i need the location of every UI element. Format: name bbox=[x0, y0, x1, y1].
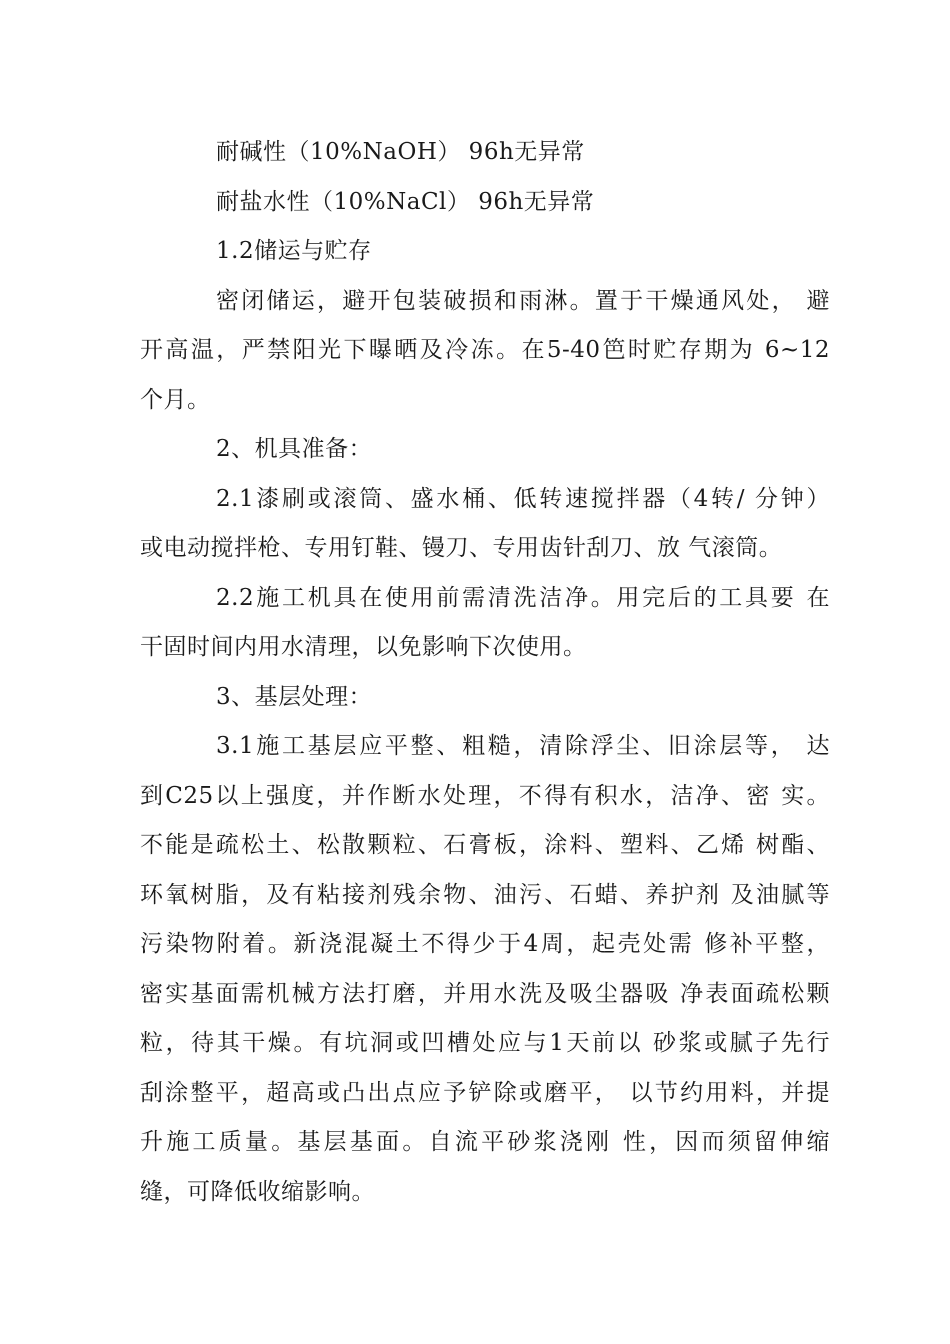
document-body bbox=[140, 128, 830, 1217]
spec-line-alkali-resistance: 耐碱性（10%NaOH） 96h无异常 bbox=[216, 139, 585, 165]
paragraph-line: 粒，待其干燥。有坑洞或凹槽处应与1天前以 砂浆或腻子先行 bbox=[140, 1030, 830, 1056]
paragraph-line: 升施工质量。基层基面。自流平砂浆浇刚 性，因而须留伸缩 bbox=[140, 1129, 830, 1155]
paragraph-line: 到C25以上强度，并作断水处理，不得有积水，洁净、密 实。 bbox=[140, 782, 830, 809]
paragraph-line: 个月。 bbox=[140, 386, 211, 413]
spec-line-salt-water-resistance: 耐盐水性（10%NaCl） 96h无异常 bbox=[216, 188, 595, 215]
section-heading-storage: 1.2储运与贮存 bbox=[216, 238, 372, 264]
section-heading-substrate: 3、基层处理： bbox=[216, 683, 373, 710]
section-heading-tools: 2、机具准备： bbox=[216, 436, 373, 462]
paragraph-line: 干固时间内用水清理，以免影响下次使用。 bbox=[140, 634, 587, 660]
paragraph-line: 开高温，严禁阳光下曝晒及冷冻。在5-40笆时贮存期为 6~12 bbox=[140, 337, 830, 363]
paragraph-line: 密实基面需机械方法打磨，并用水洗及吸尘器吸 净表面疏松颗 bbox=[140, 980, 830, 1007]
paragraph-line: 3.1施工基层应平整、粗糙，清除浮尘、旧涂层等， 达 bbox=[216, 733, 830, 759]
paragraph-line: 刮涂整平，超高或凸出点应予铲除或磨平， 以节约用料，并提 bbox=[140, 1079, 830, 1106]
paragraph-line: 污染物附着。新浇混凝土不得少于4周，起壳处需 修补平整， bbox=[140, 931, 830, 957]
paragraph-line: 2.1漆刷或滚筒、盛水桶、低转速搅拌器（4转/ 分钟） bbox=[216, 485, 830, 512]
paragraph-line: 2.2施工机具在使用前需清洗洁净。用完后的工具要 在 bbox=[216, 584, 830, 611]
paragraph-line: 缝，可降低收缩影响。 bbox=[140, 1178, 375, 1205]
paragraph-line: 不能是疏松土、松散颗粒、石膏板，涂料、塑料、乙烯 树酯、 bbox=[140, 832, 830, 858]
paragraph-line: 环氧树脂，及有粘接剂残余物、油污、石蜡、养护剂 及油腻等 bbox=[140, 881, 830, 908]
paragraph-line: 或电动搅拌枪、专用钉鞋、镘刀、专用齿针刮刀、放 气滚筒。 bbox=[140, 535, 783, 561]
paragraph-line: 密闭储运，避开包装破损和雨淋。置于干燥通风处， 避 bbox=[216, 287, 830, 314]
